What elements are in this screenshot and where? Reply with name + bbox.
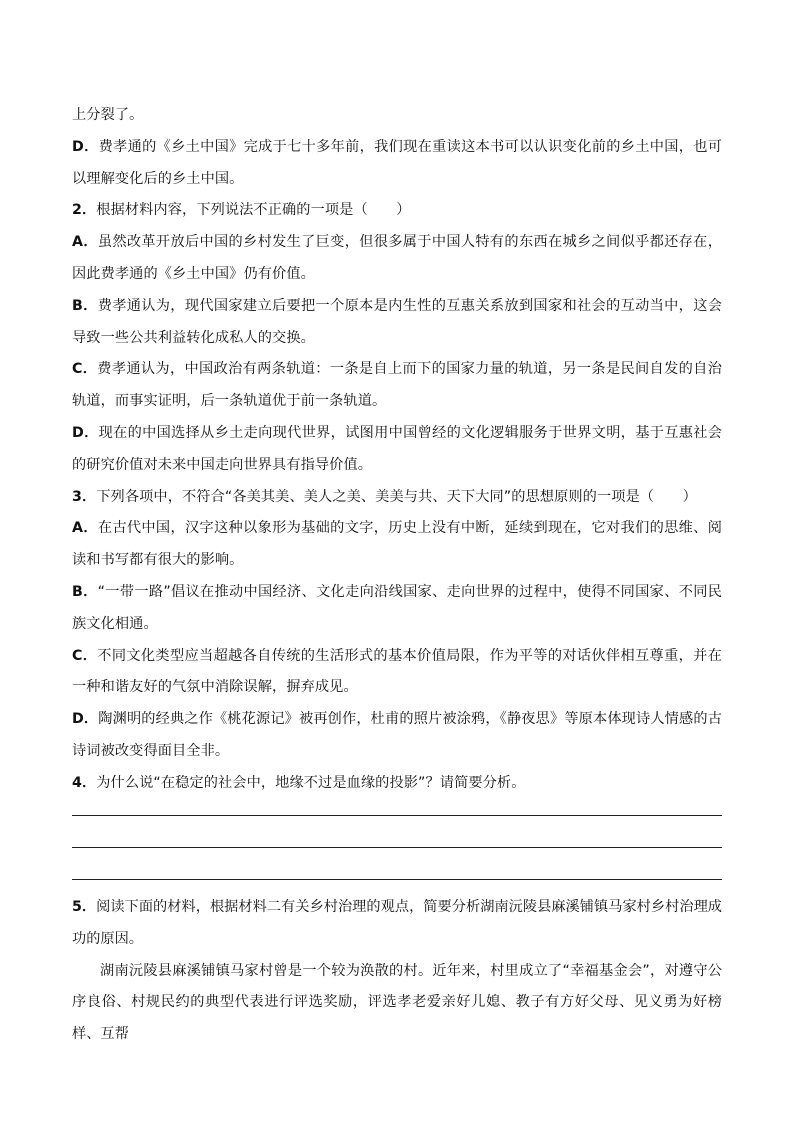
question-number: 5． bbox=[72, 899, 97, 915]
question-number: 3． bbox=[72, 488, 97, 505]
q2-stem bbox=[72, 195, 722, 227]
q3-option-d bbox=[72, 704, 722, 768]
q4-stem bbox=[72, 768, 722, 800]
option-label: D． bbox=[72, 138, 99, 155]
option-label: C． bbox=[72, 361, 98, 378]
question-stem-text: 阅读下面的材料，根据材料二有关乡村治理的观点，简要分析湖南沅陵县麻溪铺镇马家村乡村治理成功的原因。 bbox=[72, 899, 722, 947]
option-label: B． bbox=[72, 583, 98, 600]
q5-stem bbox=[72, 892, 722, 956]
q2-option-b bbox=[72, 291, 722, 355]
answer-line[interactable] bbox=[72, 815, 722, 816]
question-stem-text: 下列各项中，不符合“各美其美、美人之美、美美与共、天下大同”的思想原则的一项是（ ） bbox=[96, 488, 697, 505]
option-text: 虽然改革开放后中国的乡村发生了巨变，但很多属于中国人特有的东西在城乡之间似乎都还存在，因此费孝通的《乡土中国》仍有价值。 bbox=[72, 234, 722, 282]
option-text: “一带一路”倡议在推动中国经济、文化走向沿线国家、走向世界的过程中，使得不同国家、不同民族文化相通。 bbox=[72, 583, 722, 632]
q2-option-c bbox=[72, 354, 722, 418]
q1-option-d bbox=[72, 132, 722, 196]
intro-tail-text: 上分裂了。 bbox=[72, 107, 144, 123]
option-text: 陶渊明的经典之作《桃花源记》被再创作，杜甫的照片被涂鸦，《静夜思》等原本体现诗人情感的古诗词被改变得面目全非。 bbox=[72, 711, 722, 759]
option-text: 费孝通的《乡土中国》完成于七十多年前，我们现在重读这本书可以认识变化前的乡土中国，也可以理解变化后的乡土中国。 bbox=[72, 138, 722, 187]
answer-line[interactable] bbox=[72, 879, 722, 880]
option-text: 现在的中国选择从乡土走向现代世界，试图用中国曾经的文化逻辑服务于世界文明，基于互惠社会的研究价值对未来中国走向世界具有指导价值。 bbox=[72, 424, 722, 473]
question-stem-text: 根据材料内容，下列说法不正确的一项是（ ） bbox=[96, 202, 411, 219]
option-text: 费孝通认为，现代国家建立后要把一个原本是内生性的互惠关系放到国家和社会的互动当中，这会导致一些公共利益转化成私人的交换。 bbox=[72, 297, 723, 346]
q3-option-c bbox=[72, 641, 722, 705]
option-label: A． bbox=[72, 520, 98, 537]
question-stem-text: 为什么说“在稳定的社会中，地缘不过是血缘的投影”？请简要分析。 bbox=[96, 774, 526, 791]
option-text: 不同文化类型应当超越各自传统的生活形式的基本价值局限，作为平等的对话伙伴相互尊重，并在一种和谐友好的气氛中消除误解，摒弃成见。 bbox=[72, 647, 722, 696]
answer-line[interactable] bbox=[72, 847, 722, 848]
option-label: D． bbox=[72, 424, 99, 441]
q5-block bbox=[72, 892, 722, 1051]
option-label: C． bbox=[72, 647, 98, 664]
option-text: 费孝通认为，中国政治有两条轨道：一条是自上而下的国家力量的轨道，另一条是民间自发的自治轨道，而事实证明，后一条轨道优于前一条轨道。 bbox=[72, 361, 722, 410]
option-text: 在古代中国，汉字这种以象形为基础的文字，历史上没有中断，延续到现在，它对我们的思维、阅读和书写都有很大的影响。 bbox=[72, 520, 722, 569]
q5-passage: 湖南沅陵县麻溪铺镇马家村曾是一个较为涣散的村。近年来，村里成立了“幸福基金会”，对遵守公序良俗、村规民约的典型代表进行评选奖励，评选孝老爱亲好儿媳、教子有方好父母、见义勇为好榜样、互帮 bbox=[72, 962, 722, 1043]
question-number: 4． bbox=[72, 774, 97, 791]
option-label: D． bbox=[72, 711, 99, 728]
option-label: A． bbox=[72, 234, 98, 251]
option-label: B． bbox=[72, 297, 98, 314]
q2-option-a bbox=[72, 227, 722, 291]
question-number: 2． bbox=[72, 202, 97, 219]
q3-option-a bbox=[72, 513, 722, 577]
q3-option-b bbox=[72, 577, 722, 641]
q2-option-d bbox=[72, 418, 722, 482]
question-content bbox=[72, 100, 722, 800]
q3-stem bbox=[72, 482, 722, 514]
